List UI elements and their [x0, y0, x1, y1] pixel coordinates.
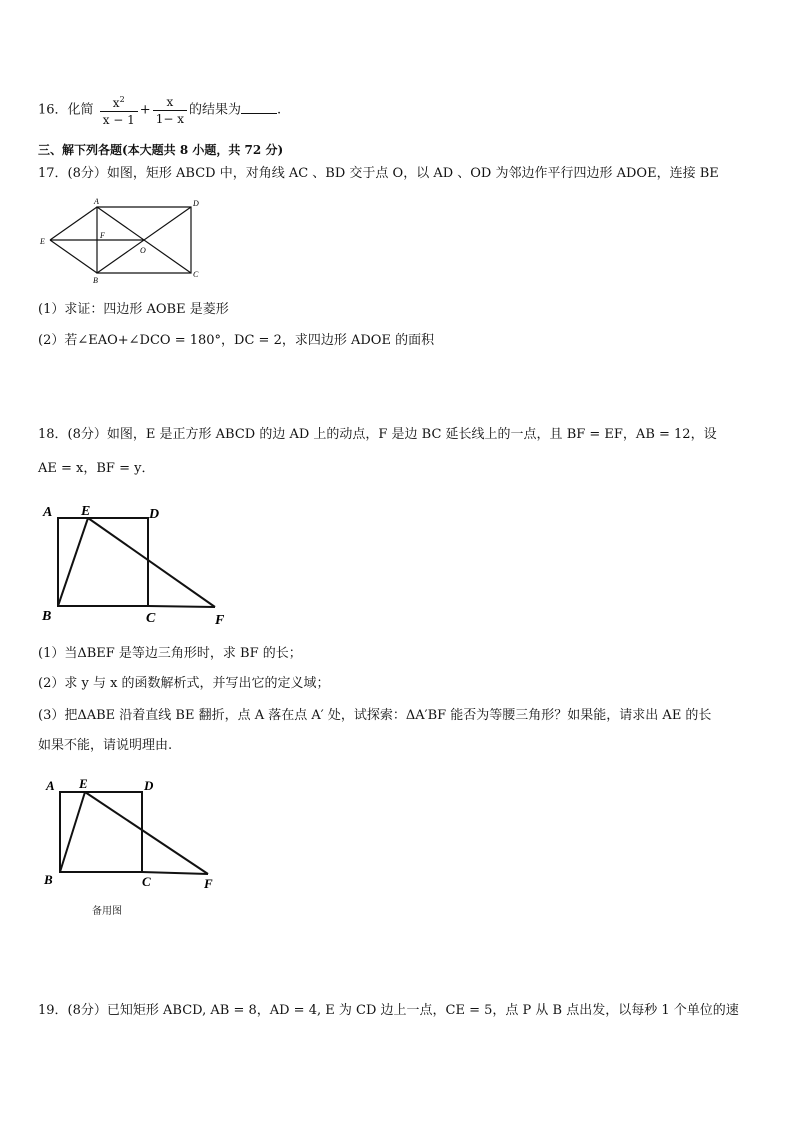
- q18-part1: (1）当ΔBEF 是等边三角形时，求 BF 的长；: [38, 646, 302, 661]
- q18-backup-figure: [38, 772, 228, 894]
- q18-backup-label-d: D: [144, 778, 154, 793]
- q16-line: [38, 92, 281, 128]
- q16-plus: +: [139, 102, 151, 118]
- q18-part3-line1: (3）把ΔABE 沿着直线 BE 翻折，点 A 落在点 A′ 处，试探索：ΔA′BF 能否为等腰三角形？如果能，请求出 AE 的长: [38, 708, 712, 723]
- q18-label-e: E: [81, 504, 91, 519]
- q16-answer-blank: [241, 101, 277, 114]
- q16-suffix: 的结果为: [188, 102, 241, 118]
- q16-f1-numerator: x: [112, 96, 120, 110]
- q17-label-e: E: [40, 237, 45, 246]
- q16-f1-exponent: 2: [119, 95, 125, 104]
- q18-backup-caption: 备用图: [92, 906, 122, 917]
- q16-end: .: [276, 102, 282, 118]
- q18-backup-label-e: E: [79, 776, 88, 791]
- q18-stem-line1: 18．(8分）如图，E 是正方形 ABCD 的边 AD 上的动点，F 是边 BC 延长线上的一点，且 BF = EF，AB = 12，设: [38, 427, 717, 442]
- q18-backup-label-c: C: [142, 874, 151, 889]
- q18-label-b: B: [42, 609, 52, 624]
- q18-segment-ef: [88, 518, 215, 607]
- q16-f2-numerator: x: [153, 94, 187, 111]
- q16-f2-denominator: 1− x: [155, 111, 184, 126]
- q18-label-a: A: [43, 505, 53, 520]
- q17-stem: 17．(8分）如图，矩形 ABCD 中，对角线 AC 、BD 交于点 O，以 AD 、OD 为邻边作平行四边形 ADOE，连接 BE: [38, 166, 719, 181]
- q16-fraction-1: [100, 92, 138, 128]
- q18-segment-cf: [148, 606, 215, 607]
- q18-backup-label-f: F: [204, 876, 213, 891]
- q18-backup-label-b: B: [44, 872, 53, 887]
- section-heading: 三、解下列各题(本大题共 8 小题，共 72 分): [38, 143, 284, 157]
- q17-segment-eb: [50, 240, 97, 273]
- q18-stem-line2: AE = x，BF = y．: [38, 461, 155, 476]
- q18-label-d: D: [149, 507, 160, 522]
- q17-part1: (1）求证：四边形 AOBE 是菱形: [38, 302, 229, 317]
- q16-f1-denominator: x − 1: [102, 113, 135, 127]
- q17-part2: (2）若∠EAO+∠DCO = 180°，DC = 2，求四边形 ADOE 的面积: [38, 333, 435, 348]
- q18-backup-label-a: A: [46, 778, 55, 793]
- q17-label-a: A: [94, 197, 99, 206]
- q18-figure: [38, 498, 238, 626]
- q16-fraction-2: [153, 94, 187, 127]
- q16-prefix: 16．化简: [38, 102, 94, 118]
- q18-backup-segment-be: [60, 792, 85, 872]
- q17-label-c: C: [193, 270, 199, 279]
- q18-label-f: F: [215, 613, 225, 626]
- q17-label-d: D: [193, 199, 199, 208]
- q19-stem: 19．(8分）已知矩形 ABCD, AB = 8，AD = 4, E 为 CD 边上一点，CE = 5，点 P 从 B 点出发，以每秒 1 个单位的速: [38, 1003, 739, 1018]
- q18-backup-segment-ef: [85, 792, 208, 874]
- q18-label-c: C: [146, 611, 156, 626]
- q17-segment-ea: [50, 207, 97, 240]
- q17-label-b: B: [93, 276, 98, 285]
- q17-figure: [38, 195, 208, 287]
- q18-part3-line2: 如果不能，请说明理由.: [38, 738, 173, 753]
- q17-label-f: F: [100, 231, 105, 240]
- q18-backup-segment-cf: [142, 872, 208, 874]
- q17-label-o: O: [140, 246, 146, 255]
- q18-segment-be: [58, 518, 88, 606]
- q18-part2: (2）求 y 与 x 的函数解析式，并写出它的定义域；: [38, 676, 330, 691]
- q18-square-abcd: [58, 518, 148, 606]
